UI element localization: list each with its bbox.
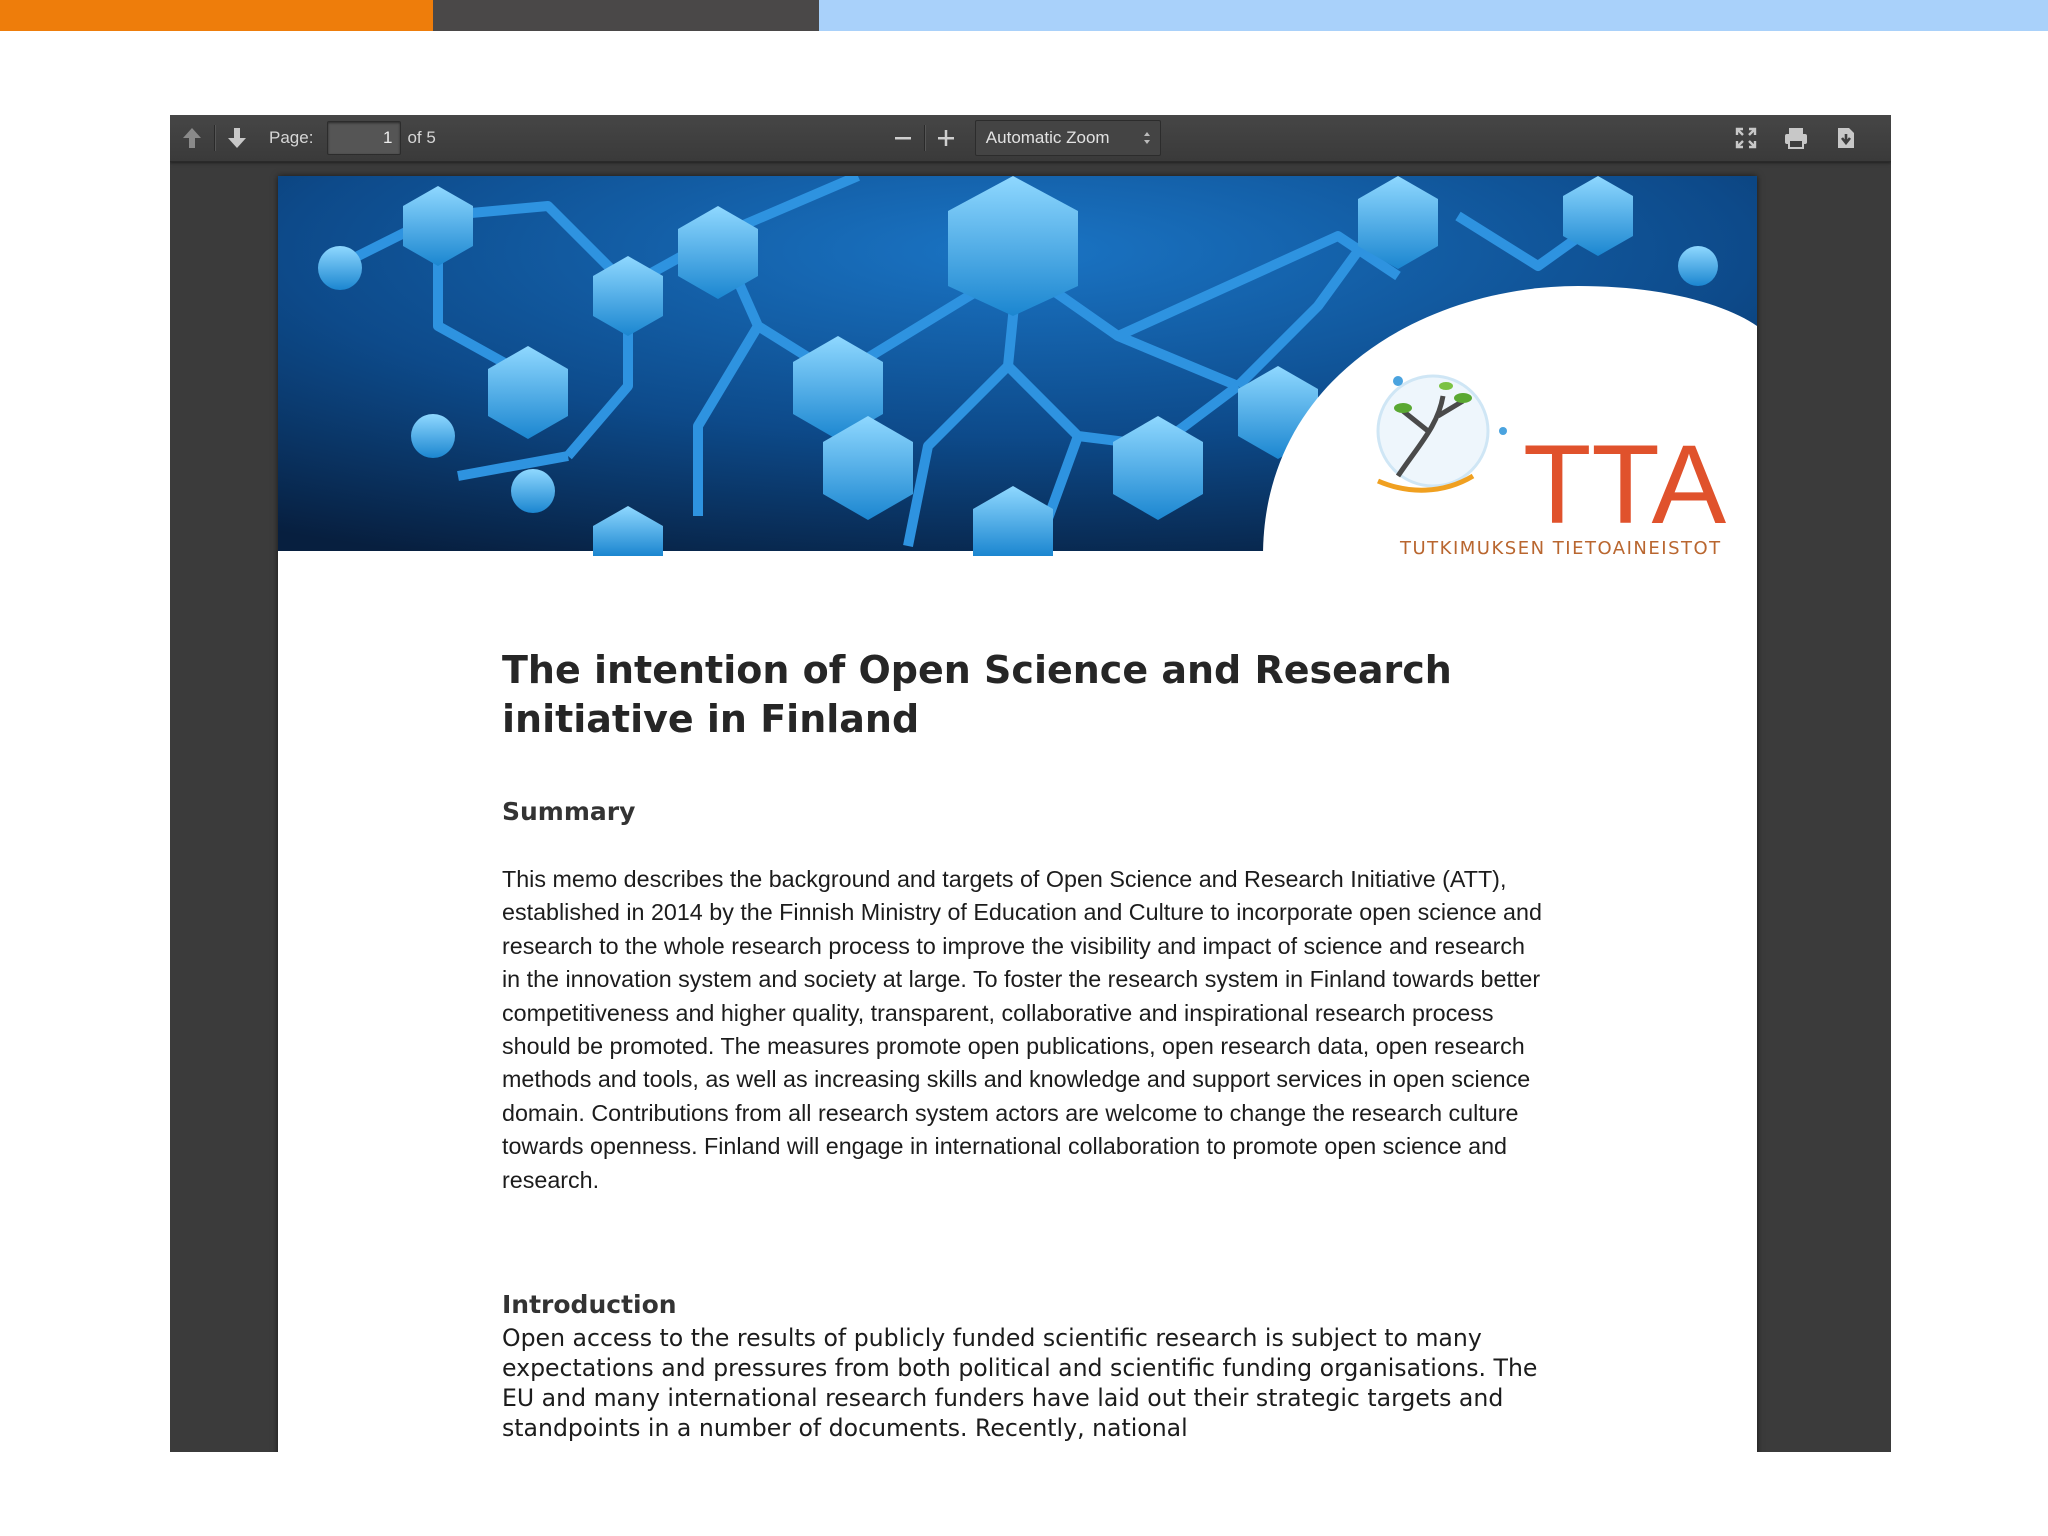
arrow-up-icon — [181, 126, 203, 150]
fullscreen-icon — [1734, 126, 1758, 150]
introduction-heading: Introduction — [502, 1290, 677, 1320]
summary-heading: Summary — [502, 797, 636, 826]
page-count-label: of 5 — [407, 128, 436, 147]
top-accent-bar — [0, 0, 2048, 31]
plus-icon — [937, 129, 955, 147]
next-page-button[interactable] — [215, 115, 259, 161]
print-button[interactable] — [1771, 115, 1821, 161]
accent-segment-light-blue — [819, 0, 2048, 31]
logo-text: TTA — [1523, 422, 1727, 547]
viewer-toolbar — [170, 115, 1891, 162]
previous-page-button[interactable] — [170, 115, 214, 161]
select-arrows-icon — [1142, 130, 1152, 146]
introduction-paragraph: Open access to the results of publicly funded scientific research is subject to many expectations and pressures from both political and scientific funding organisations. The EU and many international research funders have laid out their strategic targets and standpoints in a number of documents. Recently, national — [502, 1324, 1538, 1443]
arrow-down-icon — [226, 126, 248, 150]
document-title: The intention of Open Science and Research initiative in Finland — [502, 648, 1452, 741]
minus-icon — [894, 129, 912, 147]
document-page — [278, 176, 1757, 1452]
summary-paragraph: This memo describes the background and targets of Open Science and Research Initiative (ATT), established in 2014 by the Finnish Ministry of Education and Culture to incorporate open science and research to the whole research process to improve the visibility and impact of science and research in the innovation system and society at large. To foster the research system in Finland towards better competitiveness and higher quality, transparent, collaborative and inspirational research process should be promoted. The measures promote open publications, open research data, open research methods and tools, as well as increasing skills and knowledge and support services in open science domain. Contributions from all research system actors are welcome to change the research culture towards openness. Finland will engage in international collaboration to promote open science and research. — [502, 866, 1542, 1193]
accent-segment-orange — [0, 0, 433, 31]
printer-icon — [1783, 126, 1809, 150]
zoom-out-button[interactable] — [882, 115, 924, 161]
page-label: Page: — [269, 128, 314, 147]
zoom-select[interactable] — [975, 120, 1161, 156]
presentation-mode-button[interactable] — [1721, 115, 1771, 161]
zoom-select-value: Automatic Zoom — [985, 128, 1110, 147]
logo-subtitle: TUTKIMUKSEN TIETOAINEISTOT — [1400, 538, 1722, 556]
download-icon — [1835, 126, 1857, 150]
page-number-input[interactable]: 1 — [327, 121, 401, 155]
zoom-in-button[interactable] — [925, 115, 967, 161]
accent-segment-dark — [433, 0, 819, 31]
download-button[interactable] — [1821, 115, 1871, 161]
document-content — [502, 646, 1602, 1443]
header-banner — [278, 176, 1757, 556]
pdf-viewer — [170, 115, 1891, 1452]
